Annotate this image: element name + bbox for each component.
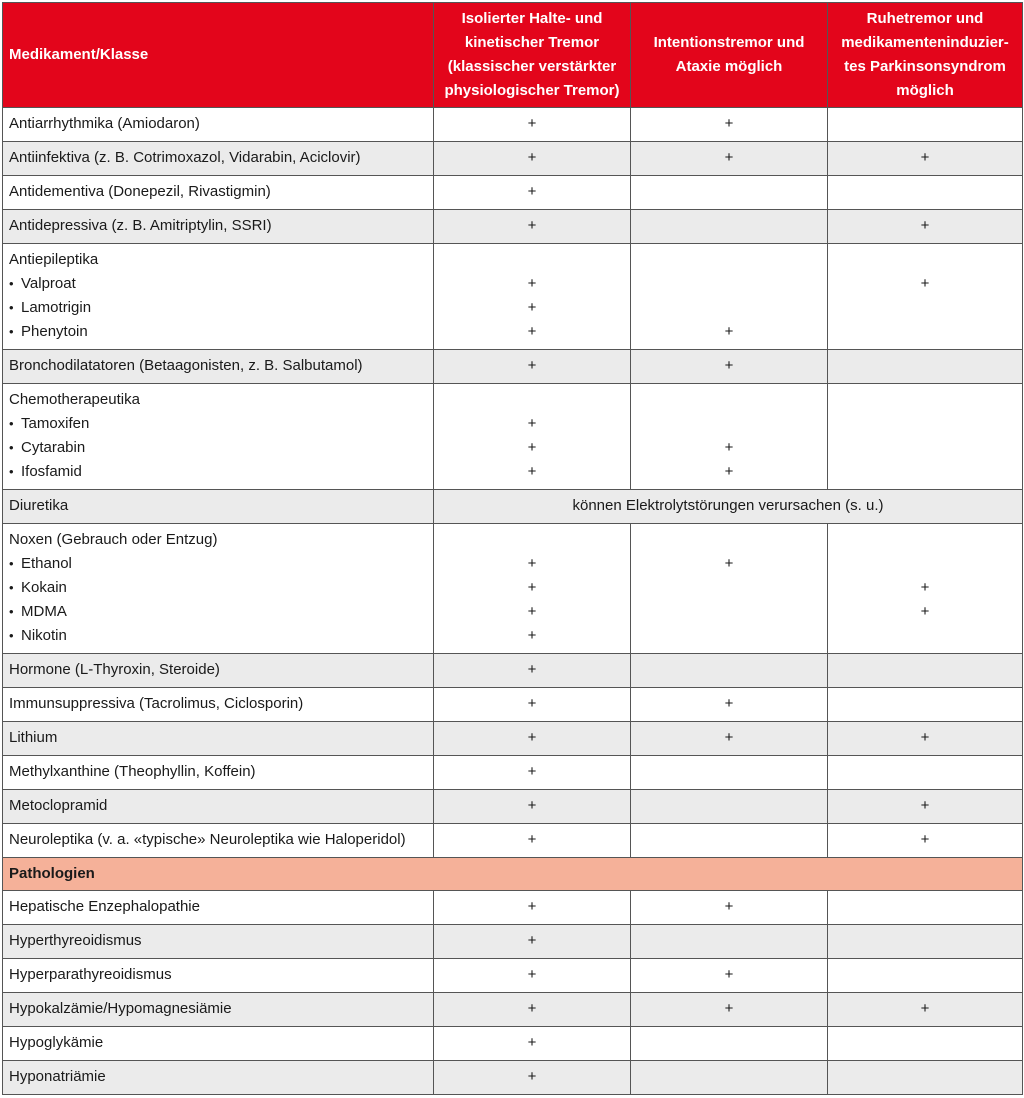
- table-row: [3, 244, 1023, 350]
- medication-cell: [3, 993, 434, 1027]
- mark: +: [920, 797, 930, 814]
- mark: +: [724, 898, 734, 915]
- medication-cell: [3, 108, 434, 142]
- cell-text: Antiarrhythmika (Amiodaron): [9, 115, 200, 132]
- mark: +: [920, 217, 930, 234]
- medication-cell: [3, 925, 434, 959]
- table-row: [3, 790, 1023, 824]
- cell-text: Hyperparathyreoidismus: [9, 966, 172, 983]
- tremor-medication-table: [2, 2, 1023, 1095]
- mark: +: [527, 1068, 537, 1085]
- medication-label: [9, 1065, 427, 1089]
- cell-text: Hypoglykämie: [9, 1034, 104, 1051]
- cell-text: Lithium: [9, 729, 58, 746]
- mark-cell-col2: [631, 244, 828, 350]
- mark-cell-col1: [434, 350, 631, 384]
- mark: [637, 272, 821, 296]
- mark: +: [527, 357, 537, 374]
- mark: +: [724, 695, 734, 712]
- table-row: [3, 142, 1023, 176]
- mark: +: [527, 183, 537, 200]
- mark: +: [527, 729, 537, 746]
- medication-cell: [3, 722, 434, 756]
- cell-text: Hormone (L-Thyroxin, Steroide): [9, 661, 220, 678]
- mark: [834, 460, 1016, 484]
- mark-cell-col3: [828, 384, 1023, 490]
- mark: +: [920, 729, 930, 746]
- cell-text: Noxen (Gebrauch oder Entzug): [9, 531, 218, 548]
- table-row: [3, 722, 1023, 756]
- medication-label: [9, 214, 427, 238]
- medication-label: [9, 354, 427, 378]
- table-row: [3, 490, 1023, 524]
- mark-cell-col2: [631, 1027, 828, 1061]
- mark-cell-col1: [434, 176, 631, 210]
- medication-cell: [3, 142, 434, 176]
- medication-subitem: [9, 436, 427, 460]
- mark: [637, 388, 821, 412]
- mark: [834, 1065, 1016, 1089]
- mark: +: [527, 555, 537, 572]
- cell-text: Lamotrigin: [21, 299, 92, 316]
- table-row: [3, 824, 1023, 858]
- mark-cell-col3: [828, 176, 1023, 210]
- medication-cell: [3, 959, 434, 993]
- mark: [834, 412, 1016, 436]
- medication-subitem: [9, 576, 427, 600]
- mark-cell-col2: [631, 108, 828, 142]
- mark-cell-col3: [828, 524, 1023, 654]
- medication-cell: [3, 176, 434, 210]
- mark-cell-col2: [631, 824, 828, 858]
- mark: [637, 528, 821, 552]
- mark-cell-col2: [631, 384, 828, 490]
- mark-cell-col3: [828, 891, 1023, 925]
- mark-cell-col3: [828, 1061, 1023, 1095]
- medication-cell: [3, 756, 434, 790]
- mark: +: [527, 695, 537, 712]
- mark-cell-col3: [828, 688, 1023, 722]
- mark: [637, 794, 821, 818]
- medication-cell: [3, 824, 434, 858]
- mark: [440, 248, 624, 272]
- mark-cell-col2: [631, 959, 828, 993]
- mark: +: [724, 966, 734, 983]
- mark: +: [920, 275, 930, 292]
- mark-cell-col1: [434, 524, 631, 654]
- medication-label: [9, 388, 427, 412]
- mark: +: [724, 357, 734, 374]
- medication-subitem: [9, 412, 427, 436]
- medication-cell: [3, 654, 434, 688]
- section-heading: Pathologien: [3, 858, 1023, 891]
- section-row: [3, 858, 1023, 891]
- cell-text: Kokain: [21, 579, 67, 596]
- table-row: [3, 925, 1023, 959]
- mark: +: [527, 797, 537, 814]
- mark: [637, 760, 821, 784]
- mark-cell-col3: [828, 925, 1023, 959]
- mark-cell-col2: [631, 524, 828, 654]
- mark: +: [724, 115, 734, 132]
- medication-label: [9, 760, 427, 784]
- mark-cell-col1: [434, 993, 631, 1027]
- mark: +: [527, 898, 537, 915]
- mark: [440, 388, 624, 412]
- cell-text: Antidementiva (Donepezil, Rivastigmin): [9, 183, 271, 200]
- medication-subitem: [9, 272, 427, 296]
- mark: +: [920, 831, 930, 848]
- mark: +: [527, 149, 537, 166]
- mark: [637, 576, 821, 600]
- mark: +: [527, 1000, 537, 1017]
- table-header: [3, 3, 1023, 108]
- medication-label: [9, 726, 427, 750]
- medication-subitem: [9, 600, 427, 624]
- table-row: [3, 959, 1023, 993]
- cell-text: Hepatische Enzephalopathie: [9, 898, 200, 915]
- mark: [637, 412, 821, 436]
- mark: +: [527, 463, 537, 480]
- medication-label: [9, 112, 427, 136]
- medication-cell: [3, 891, 434, 925]
- header-medication-class: Medikament/Klasse: [3, 3, 434, 108]
- mark: [834, 692, 1016, 716]
- mark: +: [527, 415, 537, 432]
- mark: +: [527, 579, 537, 596]
- mark: [834, 963, 1016, 987]
- mark: +: [724, 439, 734, 456]
- mark-cell-col1: [434, 244, 631, 350]
- header-row: [3, 3, 1023, 108]
- mark: +: [527, 966, 537, 983]
- mark-cell-col2: [631, 993, 828, 1027]
- medication-cell: [3, 1061, 434, 1095]
- mark-cell-col1: [434, 790, 631, 824]
- mark: +: [527, 1034, 537, 1051]
- merged-note-cell: [434, 490, 1023, 524]
- cell-text: Hyponatriämie: [9, 1068, 106, 1085]
- mark: [637, 248, 821, 272]
- table-row: [3, 891, 1023, 925]
- table-row: [3, 688, 1023, 722]
- mark: [834, 624, 1016, 648]
- mark: [834, 552, 1016, 576]
- mark-cell-col3: [828, 654, 1023, 688]
- mark: [834, 436, 1016, 460]
- mark-cell-col3: [828, 244, 1023, 350]
- medication-cell: [3, 524, 434, 654]
- cell-text: Chemotherapeutika: [9, 391, 140, 408]
- cell-text: Phenytoin: [21, 323, 88, 340]
- mark-cell-col1: [434, 959, 631, 993]
- table-row: [3, 524, 1023, 654]
- mark-cell-col3: [828, 722, 1023, 756]
- mark-cell-col2: [631, 688, 828, 722]
- mark: +: [527, 439, 537, 456]
- mark: +: [527, 932, 537, 949]
- mark: [834, 112, 1016, 136]
- medication-subitem: [9, 552, 427, 576]
- cell-text: Hypokalzämie/Hypomagnesiämie: [9, 1000, 232, 1017]
- medication-label: [9, 895, 427, 919]
- mark-cell-col1: [434, 108, 631, 142]
- mark-cell-col2: [631, 1061, 828, 1095]
- cell-text: Metoclopramid: [9, 797, 108, 814]
- mark: +: [527, 275, 537, 292]
- mark-cell-col1: [434, 756, 631, 790]
- table-row: [3, 1027, 1023, 1061]
- mark: [637, 600, 821, 624]
- cell-text: Immunsuppressiva (Tacrolimus, Ciclosporin): [9, 695, 304, 712]
- medication-cell: [3, 210, 434, 244]
- mark-cell-col1: [434, 142, 631, 176]
- medication-cell: [3, 490, 434, 524]
- mark: [637, 1065, 821, 1089]
- mark-cell-col1: [434, 925, 631, 959]
- mark-cell-col2: [631, 790, 828, 824]
- table-row: [3, 210, 1023, 244]
- mark-cell-col3: [828, 350, 1023, 384]
- cell-text: Diuretika: [9, 497, 69, 514]
- cell-text: Ethanol: [21, 555, 72, 572]
- mark: +: [724, 1000, 734, 1017]
- cell-text: Antiinfektiva (z. B. Cotrimoxazol, Vidarabin, Aciclovir): [9, 149, 361, 166]
- medication-subitem: [9, 320, 427, 344]
- mark: +: [724, 463, 734, 480]
- table-body: [3, 108, 1023, 1095]
- mark: +: [724, 149, 734, 166]
- mark: +: [527, 763, 537, 780]
- medication-label: [9, 180, 427, 204]
- mark-cell-col1: [434, 1027, 631, 1061]
- table-row: [3, 384, 1023, 490]
- mark: [834, 528, 1016, 552]
- medication-subitem: [9, 460, 427, 484]
- medication-label: [9, 692, 427, 716]
- mark-cell-col3: [828, 142, 1023, 176]
- cell-text: Neuroleptika (v. a. «typische» Neuroleptika wie Haloperidol): [9, 831, 406, 848]
- medication-cell: [3, 384, 434, 490]
- mark: +: [920, 1000, 930, 1017]
- mark-cell-col2: [631, 722, 828, 756]
- medication-label: [9, 494, 427, 518]
- mark: [834, 354, 1016, 378]
- medication-label: [9, 528, 427, 552]
- medication-label: [9, 658, 427, 682]
- table-row: [3, 756, 1023, 790]
- mark-cell-col3: [828, 790, 1023, 824]
- mark: [834, 658, 1016, 682]
- mark: [637, 828, 821, 852]
- table-row: [3, 108, 1023, 142]
- mark-cell-col2: [631, 176, 828, 210]
- mark-cell-col3: [828, 756, 1023, 790]
- cell-text: Cytarabin: [21, 439, 86, 456]
- mark-cell-col3: [828, 959, 1023, 993]
- mark: [834, 929, 1016, 953]
- header-rest-tremor: Ruhetremor und medikamenteninduzier-tes Parkinsonsyndrom möglich: [828, 3, 1023, 108]
- mark: [834, 388, 1016, 412]
- mark: +: [527, 603, 537, 620]
- cell-text: Ifosfamid: [21, 463, 82, 480]
- medication-label: [9, 146, 427, 170]
- mark: +: [920, 149, 930, 166]
- mark-cell-col1: [434, 210, 631, 244]
- medication-cell: [3, 350, 434, 384]
- mark: +: [527, 299, 537, 316]
- mark: +: [724, 555, 734, 572]
- mark-cell-col3: [828, 108, 1023, 142]
- cell-text: Hyperthyreoidismus: [9, 932, 142, 949]
- mark-cell-col2: [631, 210, 828, 244]
- medication-label: [9, 1031, 427, 1055]
- cell-text: Antiepileptika: [9, 251, 99, 268]
- mark: [834, 1031, 1016, 1055]
- mark-cell-col3: [828, 210, 1023, 244]
- table-row: [3, 350, 1023, 384]
- mark-cell-col1: [434, 824, 631, 858]
- mark-cell-col3: [828, 993, 1023, 1027]
- mark: [834, 296, 1016, 320]
- medication-cell: [3, 688, 434, 722]
- header-intention-tremor: Intentionstremor und Ataxie möglich: [631, 3, 828, 108]
- table-row: [3, 1061, 1023, 1095]
- mark-cell-col2: [631, 142, 828, 176]
- medication-cell: [3, 1027, 434, 1061]
- mark: [834, 248, 1016, 272]
- mark: [637, 929, 821, 953]
- mark: [637, 180, 821, 204]
- mark: +: [724, 323, 734, 340]
- cell-text: Antidepressiva (z. B. Amitriptylin, SSRI): [9, 217, 272, 234]
- mark-cell-col1: [434, 1061, 631, 1095]
- mark: +: [527, 627, 537, 644]
- mark: [637, 658, 821, 682]
- cell-text: Nikotin: [21, 627, 67, 644]
- mark-cell-col1: [434, 384, 631, 490]
- mark-cell-col1: [434, 891, 631, 925]
- medication-label: [9, 794, 427, 818]
- table-row: [3, 176, 1023, 210]
- mark-cell-col2: [631, 350, 828, 384]
- mark-cell-col2: [631, 925, 828, 959]
- mark: [834, 180, 1016, 204]
- mark-cell-col2: [631, 654, 828, 688]
- mark: [834, 895, 1016, 919]
- medication-label: [9, 248, 427, 272]
- mark-cell-col2: [631, 756, 828, 790]
- mark: [637, 296, 821, 320]
- medication-label: [9, 828, 427, 852]
- mark: [440, 528, 624, 552]
- medication-label: [9, 963, 427, 987]
- mark-cell-col1: [434, 654, 631, 688]
- medication-cell: [3, 790, 434, 824]
- mark-cell-col3: [828, 824, 1023, 858]
- mark: [637, 214, 821, 238]
- mark-cell-col3: [828, 1027, 1023, 1061]
- medication-label: [9, 997, 427, 1021]
- table-row: [3, 993, 1023, 1027]
- merged-note: können Elektrolytstörungen verursachen (s. u.): [572, 497, 884, 514]
- mark: [834, 760, 1016, 784]
- cell-text: Valproat: [21, 275, 76, 292]
- medication-subitem: [9, 296, 427, 320]
- cell-text: Tamoxifen: [21, 415, 90, 432]
- mark: +: [724, 729, 734, 746]
- mark: +: [527, 217, 537, 234]
- table-row: [3, 654, 1023, 688]
- mark: +: [527, 661, 537, 678]
- mark-cell-col2: [631, 891, 828, 925]
- medication-label: [9, 929, 427, 953]
- mark-cell-col1: [434, 688, 631, 722]
- mark: [637, 624, 821, 648]
- mark: [834, 320, 1016, 344]
- mark: +: [527, 831, 537, 848]
- mark: +: [527, 115, 537, 132]
- mark: +: [920, 579, 930, 596]
- medication-subitem: [9, 624, 427, 648]
- header-isolated-tremor: Isolierter Halte- und kinetischer Tremor (klassischer verstärkter physiologischer Tremor): [434, 3, 631, 108]
- cell-text: Bronchodilatatoren (Betaagonisten, z. B. Salbutamol): [9, 357, 363, 374]
- cell-text: MDMA: [21, 603, 67, 620]
- mark: +: [920, 603, 930, 620]
- medication-cell: [3, 244, 434, 350]
- mark: +: [527, 323, 537, 340]
- cell-text: Methylxanthine (Theophyllin, Koffein): [9, 763, 256, 780]
- mark-cell-col1: [434, 722, 631, 756]
- mark: [637, 1031, 821, 1055]
